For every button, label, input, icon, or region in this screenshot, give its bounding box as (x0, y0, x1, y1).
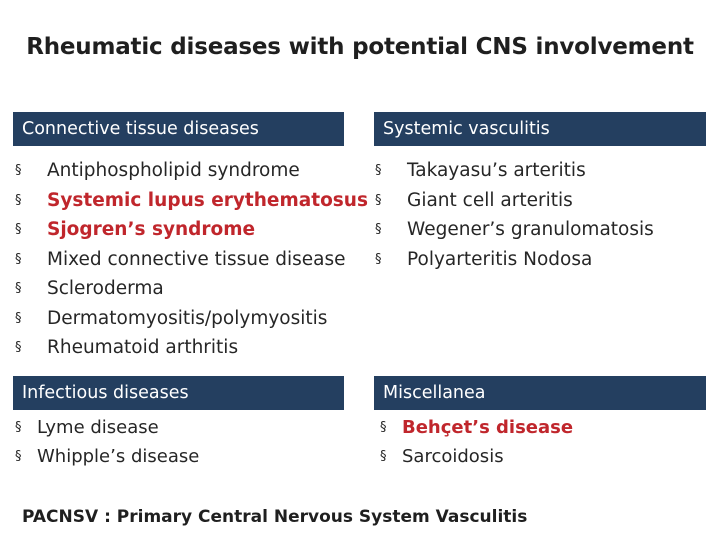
list-item-text: Wegener’s granulomatosis (407, 219, 654, 240)
bullet-icon: § (15, 449, 22, 464)
list-item-text: Mixed connective tissue disease (47, 248, 346, 270)
bullet-icon: § (15, 310, 22, 326)
list-item (13, 413, 199, 442)
list-item (373, 245, 654, 275)
list-item (373, 186, 654, 216)
list-item-text: Sarcoidosis (402, 446, 504, 467)
bullet-icon: § (375, 222, 382, 237)
header-connective-tissue: Connective tissue diseases (13, 112, 344, 146)
list-item (13, 304, 368, 334)
list-miscellanea (378, 413, 573, 471)
list-item-text: Systemic lupus erythematosus (47, 189, 368, 211)
list-item-text: Antiphospholipid syndrome (47, 160, 300, 181)
list-item-text: Scleroderma (47, 278, 164, 299)
slide-title: Rheumatic diseases with potential CNS involvement (26, 34, 694, 60)
bullet-icon: § (375, 251, 382, 267)
list-item (378, 442, 573, 471)
bullet-icon: § (375, 192, 382, 208)
bullet-icon: § (15, 163, 22, 178)
list-item-text: Whipple’s disease (37, 446, 200, 467)
list-item-text: Rheumatoid arthritis (47, 337, 239, 358)
bullet-icon: § (15, 192, 22, 208)
header-infectious-diseases: Infectious diseases (13, 376, 344, 410)
list-item (373, 156, 654, 186)
footer-note: PACNSV : Primary Central Nervous System Vasculitis (22, 507, 528, 527)
bullet-icon: § (15, 340, 22, 355)
list-item (378, 413, 573, 442)
list-item (13, 245, 368, 275)
list-item (13, 215, 368, 245)
bullet-icon: § (380, 449, 387, 464)
list-item (13, 186, 368, 216)
list-item (13, 442, 199, 471)
list-item-text: Giant cell arteritis (407, 189, 573, 211)
list-item-text: Sjogren’s syndrome (47, 219, 256, 240)
bullet-icon: § (15, 420, 22, 435)
bullet-icon: § (375, 163, 382, 178)
list-item-text: Polyarteritis Nodosa (407, 248, 593, 270)
list-item-text: Dermatomyositis/polymyositis (47, 307, 328, 329)
bullet-icon: § (15, 281, 22, 296)
list-item (373, 215, 654, 245)
bullet-icon: § (15, 251, 22, 267)
list-connective-tissue (13, 156, 368, 363)
list-infectious-diseases (13, 413, 199, 471)
list-item-text: Behçet’s disease (402, 417, 574, 438)
bullet-icon: § (15, 222, 22, 237)
header-miscellanea: Miscellanea (374, 376, 706, 410)
header-systemic-vasculitis: Systemic vasculitis (374, 112, 706, 146)
list-item (13, 156, 368, 186)
list-systemic-vasculitis (373, 156, 654, 274)
list-item (13, 274, 368, 304)
list-item (13, 333, 368, 363)
bullet-icon: § (380, 420, 387, 435)
list-item-text: Lyme disease (37, 417, 159, 438)
list-item-text: Takayasu’s arteritis (407, 160, 586, 181)
